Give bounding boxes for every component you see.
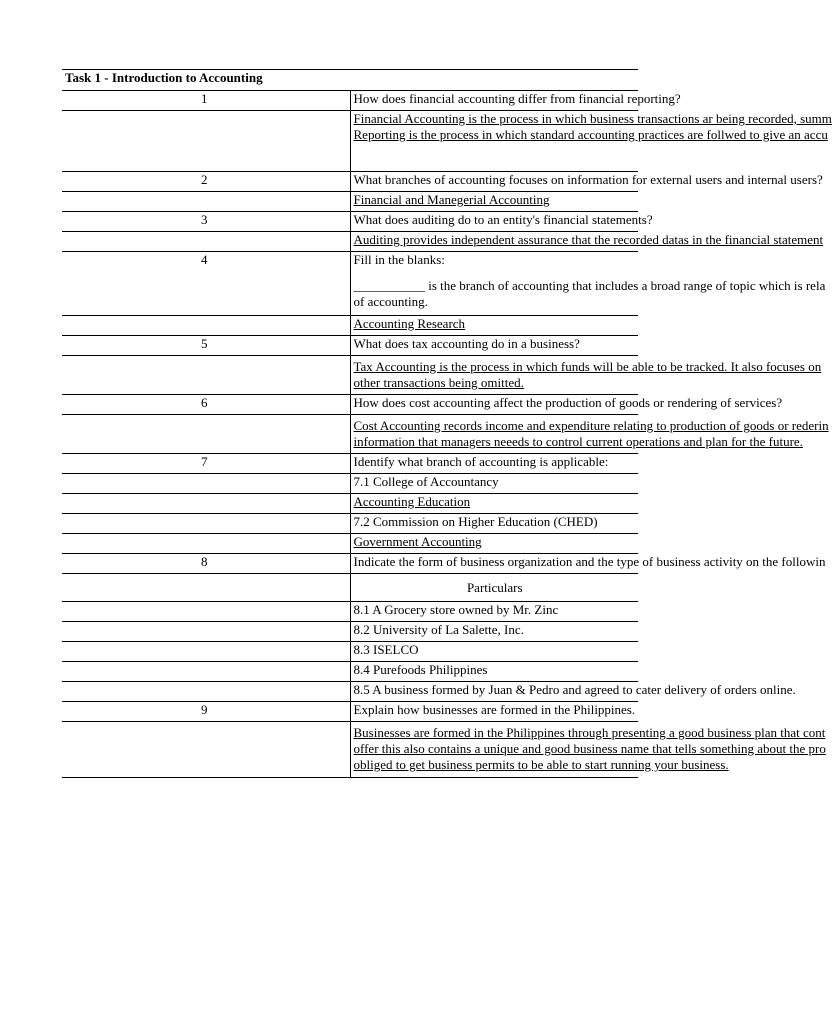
- question-row: [62, 172, 638, 192]
- particulars-item: 8.2 University of La Salette, Inc.: [350, 622, 638, 642]
- particulars-row: [62, 682, 638, 702]
- question-number: 7: [62, 454, 350, 474]
- question-number: 9: [62, 702, 350, 722]
- question-row: [62, 91, 638, 111]
- question-number: 4: [62, 252, 350, 316]
- question-text: Indicate the form of business organization and the type of business activity on the followin: [350, 554, 638, 574]
- answer-row: [62, 356, 638, 395]
- question-text: How does financial accounting differ from financial reporting?: [350, 91, 638, 111]
- question-row: [62, 212, 638, 232]
- particulars-row: [62, 662, 638, 682]
- answer-row: [62, 722, 638, 778]
- answer-line: offer this also contains a unique and good business name that tells something about the pro: [353, 741, 826, 756]
- answer-row: [62, 232, 638, 252]
- question-number: 6: [62, 395, 350, 415]
- task-title: Task 1 - Introduction to Accounting: [62, 70, 638, 91]
- fill-in-blank-line: ___________ is the branch of accounting that includes a broad range of topic which is rela: [353, 278, 826, 293]
- particulars-header-row: [62, 574, 638, 602]
- answer-row: [62, 415, 638, 454]
- question-row: [62, 252, 638, 316]
- particulars-item: 8.1 A Grocery store owned by Mr. Zinc: [350, 602, 638, 622]
- sub-question-text: 7.2 Commission on Higher Education (CHED): [350, 514, 638, 534]
- answer-text: Auditing provides independent assurance that the recorded datas in the financial statement: [350, 232, 638, 252]
- particulars-row: [62, 622, 638, 642]
- answer-text: Financial and Manegerial Accounting: [350, 192, 638, 212]
- answer-line: other transactions being omitted.: [353, 375, 524, 390]
- question-row: [62, 336, 638, 356]
- question-row: [62, 702, 638, 722]
- question-text: What does tax accounting do in a business?: [350, 336, 638, 356]
- question-text: Explain how businesses are formed in the Philippines.: [350, 702, 638, 722]
- answer-text: Accounting Research: [350, 316, 638, 336]
- answer-line: information that managers neeeds to control current operations and plan for the future.: [353, 434, 803, 449]
- answer-cell: [350, 356, 822, 395]
- question-number: 3: [62, 212, 350, 232]
- question-number: 5: [62, 336, 350, 356]
- answer-line: obliged to get business permits to be able to start running your business.: [353, 757, 729, 772]
- answer-row: [62, 111, 638, 172]
- particulars-item: 8.4 Purefoods Philippines: [350, 662, 638, 682]
- particulars-header: Particulars: [350, 574, 638, 602]
- particulars-item: 8.3 ISELCO: [350, 642, 638, 662]
- answer-row: [62, 494, 638, 514]
- title-row: [62, 70, 638, 91]
- answer-line: Reporting is the process in which standard accounting practices are follwed to give an accu: [353, 127, 828, 142]
- question-text: What does auditing do to an entity's financial statements?: [350, 212, 638, 232]
- particulars-row: [62, 602, 638, 622]
- question-text: What branches of accounting focuses on information for external users and internal users?: [350, 172, 638, 192]
- worksheet: [62, 69, 832, 778]
- answer-line: Cost Accounting records income and expenditure relating to production of goods or rederin: [353, 418, 829, 433]
- answer-cell: [350, 722, 826, 778]
- answer-cell: [350, 111, 832, 172]
- answer-line: Financial Accounting is the process in which business transactions ar being recorded, summ: [353, 111, 832, 126]
- sub-question-text: 7.1 College of Accountancy: [350, 474, 638, 494]
- question-text: Identify what branch of accounting is applicable:: [350, 454, 638, 474]
- answer-cell: [350, 415, 829, 454]
- sub-question-row: [62, 474, 638, 494]
- fill-in-blank-line: of accounting.: [353, 294, 428, 309]
- question-number: 2: [62, 172, 350, 192]
- question-row: [62, 554, 638, 574]
- particulars-item: 8.5 A business formed by Juan & Pedro and agreed to cater delivery of orders online.: [350, 682, 638, 702]
- answer-text: Government Accounting: [350, 534, 638, 554]
- answer-text: Accounting Education: [350, 494, 638, 514]
- task-table: [62, 69, 832, 778]
- answer-line: Businesses are formed in the Philippines through presenting a good business plan that cont: [353, 725, 826, 740]
- question-cell: [350, 252, 826, 316]
- answer-row: [62, 316, 638, 336]
- question-text: Fill in the blanks:: [353, 252, 445, 267]
- particulars-row: [62, 642, 638, 662]
- sub-question-row: [62, 514, 638, 534]
- question-number: 8: [62, 554, 350, 574]
- question-row: [62, 454, 638, 474]
- question-row: [62, 395, 638, 415]
- answer-line: Tax Accounting is the process in which funds will be able to be tracked. It also focuses on: [353, 359, 822, 374]
- answer-row: [62, 534, 638, 554]
- answer-row: [62, 192, 638, 212]
- question-text: How does cost accounting affect the production of goods or rendering of services?: [350, 395, 638, 415]
- question-number: 1: [62, 91, 350, 111]
